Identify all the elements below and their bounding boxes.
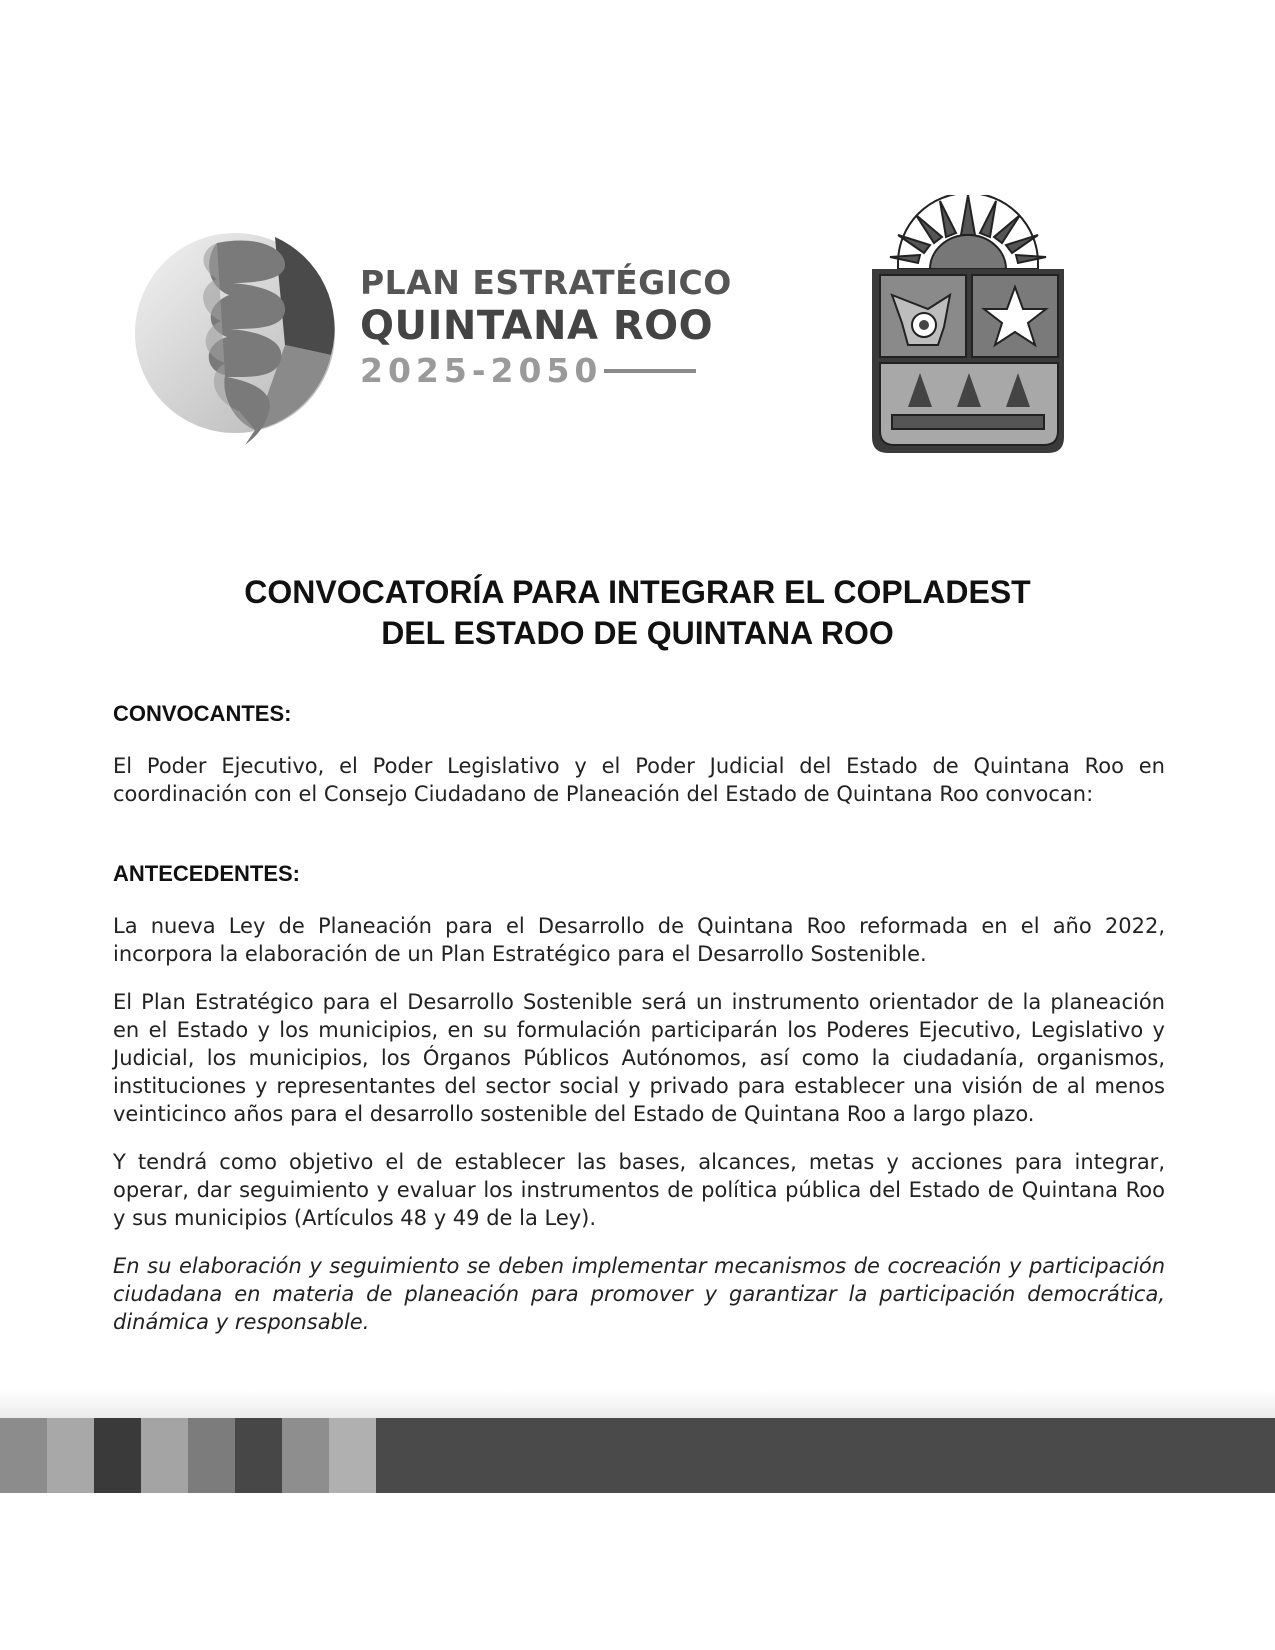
band-segment [235, 1418, 282, 1493]
band-segment [141, 1418, 188, 1493]
plan-logo-years: 2025-2050 [360, 351, 603, 390]
convocantes-heading: CONVOCANTES: [113, 701, 292, 726]
quintana-roo-coat-of-arms-icon [868, 195, 1068, 457]
plan-logo-text [360, 263, 732, 391]
header [0, 195, 1275, 475]
band-segment [188, 1418, 235, 1493]
plan-estrategico-logo [135, 225, 735, 445]
plan-logo-rule [604, 369, 696, 373]
plan-logo-line2: QUINTANA ROO [360, 303, 714, 349]
antecedentes-paragraph-3: Y tendrá como objetivo el de establecer las bases, alcances, metas y acciones para integrar, operar, dar seguimiento y evaluar los instrumentos de política pública del Estado de Quintana Roo y sus municipios (Artículos 48 y 49 de la Ley). [113, 1150, 1165, 1230]
antecedentes-paragraph-2: El Plan Estratégico para el Desarrollo Sostenible será un instrumento orientador de la planeación en el Estado y los municipios, en su formulación participarán los Poderes Ejecutivo, Legislativo y Judicial, los municipios, los Órganos Públicos Autónomos, así como la ciudadanía, organismos, instituciones y representantes del sector social y privado para establecer una visión de al menos veinticinco años para el desarrollo sostenible del Estado de Quintana Roo a largo plazo. [113, 990, 1165, 1126]
footer-color-band [0, 1418, 1275, 1493]
band-segment [282, 1418, 329, 1493]
band-segment [0, 1418, 47, 1493]
band-segment [94, 1418, 141, 1493]
page-title-line2: DEL ESTADO DE QUINTANA ROO [381, 615, 894, 651]
band-segment [329, 1418, 376, 1493]
plan-logo-years-row [360, 351, 732, 391]
plan-logo-line1: PLAN ESTRATÉGICO [360, 263, 732, 302]
band-segment [376, 1418, 1275, 1493]
antecedentes-paragraph-4: En su elaboración y seguimiento se deben implementar mecanismos de cocreación y participación ciudadana en materia de planeación para promover y garantizar la participación democrática, dinámica y responsable. [113, 1254, 1165, 1334]
plan-emblem-icon [135, 225, 345, 445]
footer-fade [0, 1390, 1275, 1418]
antecedentes-paragraph-1: La nueva Ley de Planeación para el Desarrollo de Quintana Roo reformada en el año 2022, incorpora la elaboración de un Plan Estratégico para el Desarrollo Sostenible. [113, 914, 1165, 966]
antecedentes-heading: ANTECEDENTES: [113, 861, 301, 886]
document-body [113, 700, 1165, 1336]
page-title-line1: CONVOCATORÍA PARA INTEGRAR EL COPLADEST [244, 574, 1031, 610]
band-segment [47, 1418, 94, 1493]
page-title [0, 572, 1275, 654]
convocantes-paragraph: El Poder Ejecutivo, el Poder Legislativo y el Poder Judicial del Estado de Quintana Roo en coordinación con el Consejo Ciudadano de Planeación del Estado de Quintana Roo convocan: [113, 754, 1165, 806]
